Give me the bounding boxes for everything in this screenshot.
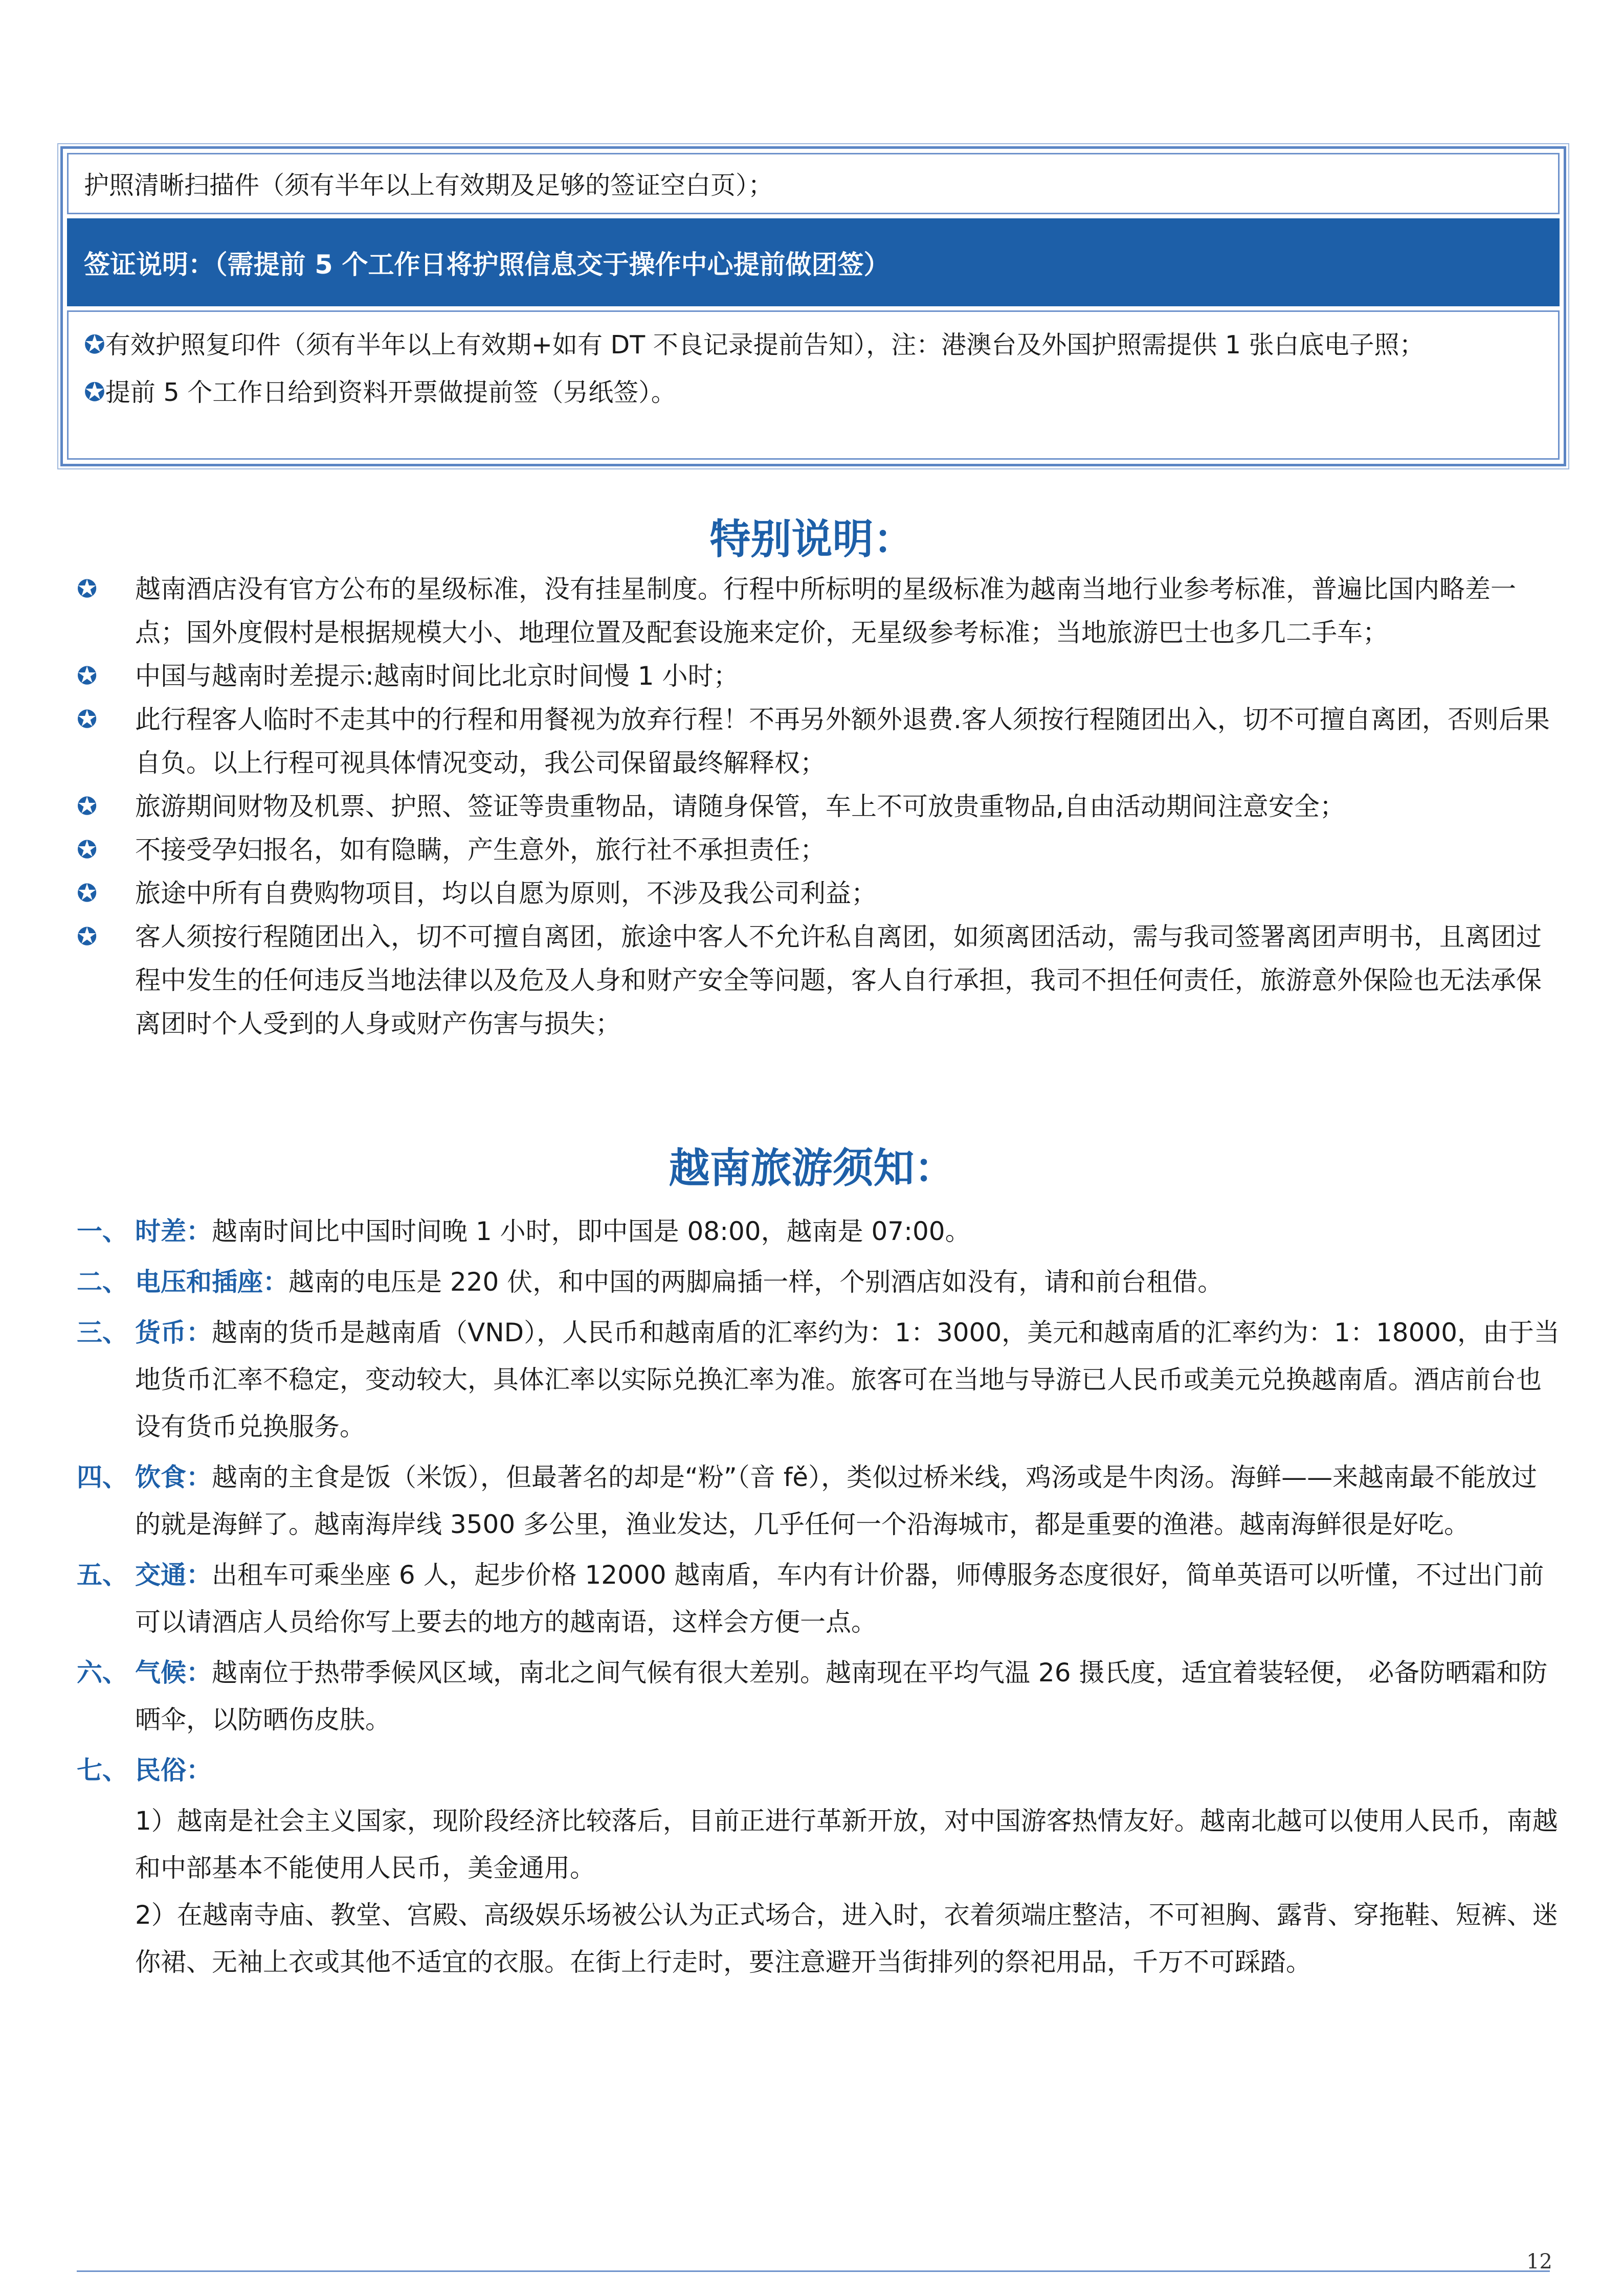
tip-text: 越南位于热带季候风区域，南北之间气候有很大差别。越南现在平均气温 26 摄氏度，适宜着装轻便， 必备防晒霜和防晒伞，以防晒伤皮肤。 xyxy=(135,1658,1548,1735)
note-text: 旅游期间财物及机票、护照、签证等贵重物品，请随身保管，车上不可放贵重物品,自由活动期间注意安全； xyxy=(135,792,1345,821)
tip-text: 越南的货币是越南盾（VND），人民币和越南盾的汇率约为：1：3000，美元和越南盾的汇率约为：1：18000，由于当地货币汇率不稳定，变动较大，具体汇率以实际兑换汇率为准。旅客可在当地与导游已人民币或美元兑换越南盾。酒店前台也设有货币兑换服务。 xyxy=(135,1318,1560,1442)
tip-section-voltage xyxy=(77,1258,1560,1305)
list-item xyxy=(77,828,1560,872)
tip-number: 六、 xyxy=(77,1658,128,1687)
star-circle-icon: ✪ xyxy=(77,792,98,821)
note-text: 客人须按行程随团出入，切不可擅自离团，旅途中客人不允许私自离团，如须离团活动，需与我司签署离团声明书，且离团过程中发生的任何违反当地法律以及危及人身和财产安全等问题，客人自行承担，我司不担任何责任，旅游意外保险也无法承保离团时个人受到的人身或财产伤害与损失； xyxy=(135,922,1542,1039)
star-circle-icon: ✪ xyxy=(77,662,98,690)
note-text: 旅途中所有自费购物项目，均以自愿为原则，不涉及我公司利益； xyxy=(135,879,877,908)
tip-section-climate xyxy=(77,1649,1560,1743)
footer-divider xyxy=(77,2270,1550,2272)
tip-number: 二、 xyxy=(77,1267,128,1297)
list-item xyxy=(77,698,1560,785)
tip-text: 越南的主食是饭（米饭），但最著名的却是“粉”（音 fě），类似过桥米线，鸡汤或是牛肉汤。海鲜——来越南最不能放过的就是海鲜了。越南海岸线 3500 多公里，渔业发达，几乎任何一个沿海城市，都是重要的渔港。越南海鲜很是好吃。 xyxy=(135,1462,1538,1539)
list-item xyxy=(77,568,1560,655)
visa-info-table xyxy=(60,146,1566,466)
visa-item xyxy=(84,369,1543,416)
special-notes-title: 特别说明： xyxy=(709,515,915,563)
note-text: 越南酒店没有官方公布的星级标准，没有挂星制度。行程中所标明的星级标准为越南当地行业参考标准，普遍比国内略差一点；国外度假村是根据规模大小、地理位置及配套设施来定价，无星级参考标准；当地旅游巴士也多几二手车； xyxy=(135,574,1516,647)
visa-item-text: 提前 5 个工作日给到资料开票做提前签（另纸签）。 xyxy=(105,378,676,407)
list-item xyxy=(77,785,1560,828)
tip-label: 饮食： xyxy=(135,1462,212,1492)
page-number: 12 xyxy=(1526,2250,1552,2274)
tip-number: 七、 xyxy=(77,1755,128,1785)
special-notes-list xyxy=(77,568,1560,1046)
tip-label: 民俗： xyxy=(135,1755,212,1785)
list-item xyxy=(77,915,1560,1046)
tip-section-currency xyxy=(77,1309,1560,1450)
note-text: 不接受孕妇报名，如有隐瞒，产生意外，旅行社不承担责任； xyxy=(135,835,826,865)
star-circle-icon: ✪ xyxy=(77,705,98,734)
note-text: 此行程客人临时不走其中的行程和用餐视为放弃行程！不再另外额外退费.客人须按行程随团出入，切不可擅自离团，否则后果自负。以上行程可视具体情况变动，我公司保留最终解释权； xyxy=(135,705,1550,778)
tip-text: 出租车可乘坐座 6 人，起步价格 12000 越南盾，车内有计价器，师傅服务态度很好，简单英语可以听懂，不过出门前可以请酒店人员给你写上要去的地方的越南语，这样会方便一点。 xyxy=(135,1560,1544,1637)
star-circle-icon: ✪ xyxy=(77,922,98,951)
visa-item xyxy=(84,321,1543,369)
tip-number: 一、 xyxy=(77,1217,128,1246)
tip-text: 越南的电压是 220 伏，和中国的两脚扁插一样，个别酒店如没有，请和前台租借。 xyxy=(288,1267,1223,1297)
star-circle-icon: ✪ xyxy=(77,836,98,864)
passport-requirement-text: 护照清晰扫描件（须有半年以上有效期及足够的签证空白页）； xyxy=(84,171,773,200)
tip-section-transport xyxy=(77,1551,1560,1646)
tip-label: 时差： xyxy=(135,1217,212,1246)
tip-number: 四、 xyxy=(77,1462,128,1492)
travel-tips-list xyxy=(77,1208,1560,1986)
visa-item-text: 有效护照复印件（须有半年以上有效期+如有 DT 不良记录提前告知），注：港澳台及外国护照需提供 1 张白底电子照； xyxy=(105,330,1425,359)
customs-paragraph: 1）越南是社会主义国家，现阶段经济比较落后，目前正进行革新开放，对中国游客热情友好。越南北越可以使用人民币，南越和中部基本不能使用人民币，美金通用。 xyxy=(135,1806,1558,1883)
list-item xyxy=(77,655,1560,698)
visa-header-text: 签证说明：（需提前 5 个工作日将护照信息交于操作中心提前做团签） xyxy=(84,250,890,280)
list-item xyxy=(77,872,1560,915)
tip-label: 电压和插座： xyxy=(135,1267,288,1297)
star-circle-icon: ✪ xyxy=(84,330,105,359)
star-circle-icon: ✪ xyxy=(84,377,105,407)
travel-tips-title: 越南旅游须知： xyxy=(669,1144,955,1192)
tip-number: 三、 xyxy=(77,1318,128,1347)
tip-text: 越南时间比中国时间晚 1 小时，即中国是 08:00，越南是 07:00。 xyxy=(212,1217,971,1246)
visa-requirements-row xyxy=(67,310,1560,460)
tip-section-time xyxy=(77,1208,1560,1255)
tip-label: 交通： xyxy=(135,1560,212,1590)
star-circle-icon: ✪ xyxy=(77,879,98,908)
tip-section-food xyxy=(77,1454,1560,1548)
star-circle-icon: ✪ xyxy=(77,575,98,603)
customs-paragraph: 2）在越南寺庙、教堂、宫殿、高级娱乐场被公认为正式场合，进入时，衣着须端庄整洁，不可袒胸、露背、穿拖鞋、短裤、迷你裙、无袖上衣或其他不适宜的衣服。在街上行走时，要注意避开当街排列的祭祀用品，千万不可踩踏。 xyxy=(135,1900,1558,1977)
note-text: 中国与越南时差提示:越南时间比北京时间慢 1 小时； xyxy=(135,661,739,691)
tip-label: 气候： xyxy=(135,1658,212,1687)
tip-number: 五、 xyxy=(77,1560,128,1590)
tip-label: 货币： xyxy=(135,1318,212,1347)
passport-requirement-row xyxy=(67,153,1560,214)
visa-header-row xyxy=(67,218,1560,306)
tip-section-customs xyxy=(77,1747,1560,1794)
